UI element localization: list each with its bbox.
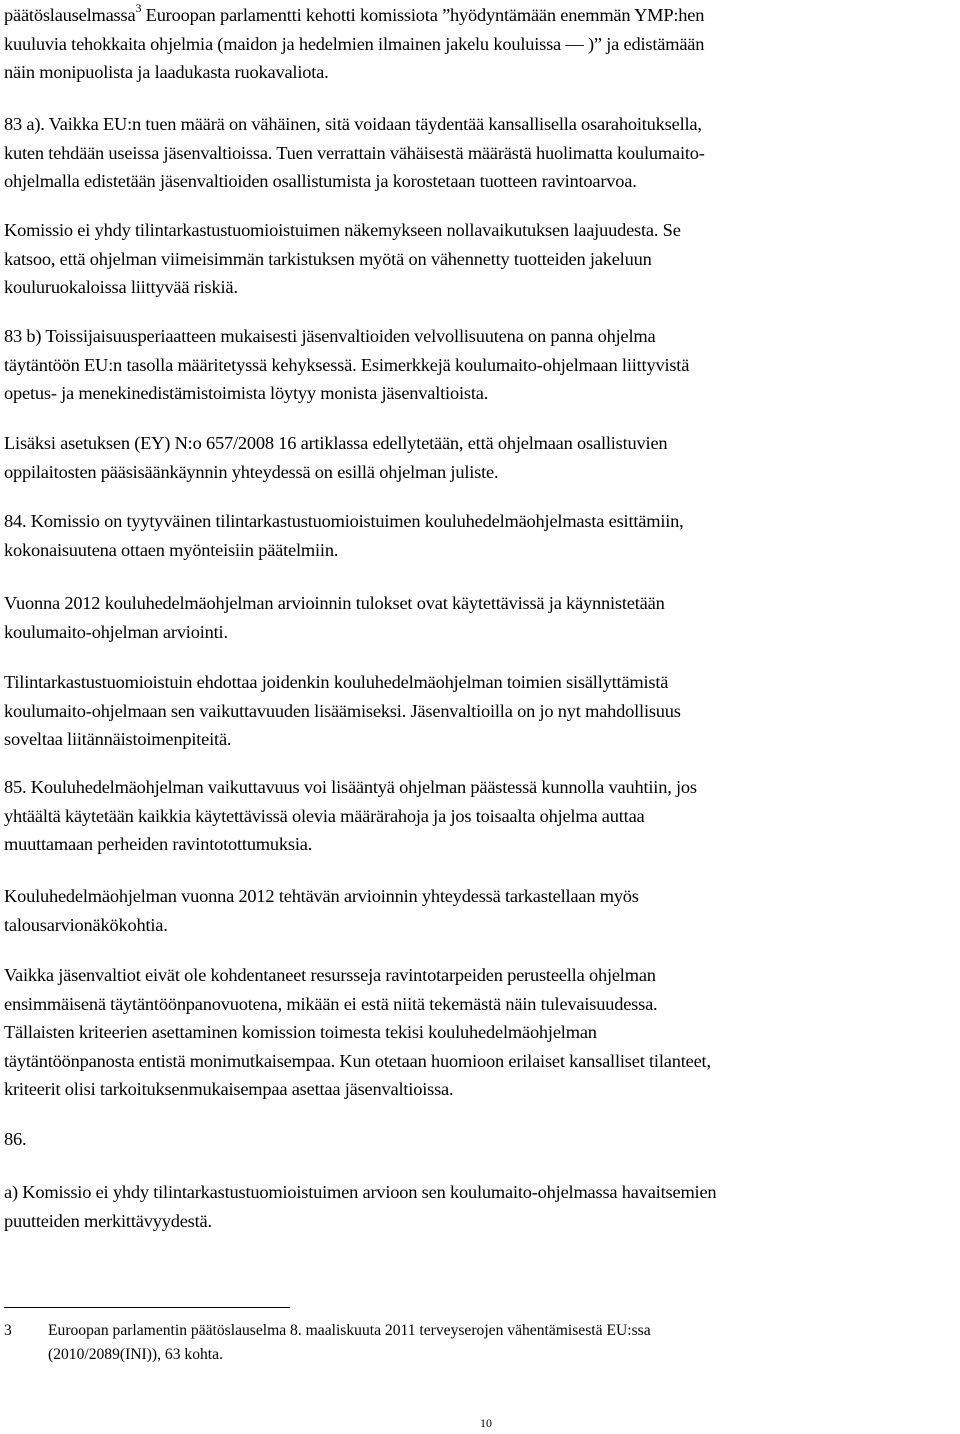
footnote-number: 3	[4, 1322, 12, 1339]
text-line: täytäntöön EU:n tasolla määritetyssä kehyksessä. Esimerkkejä koulumaito-ohjelmaan liittyvistä	[4, 354, 690, 375]
text-line: Lisäksi asetuksen (EY) N:o 657/2008 16 artiklassa edellytetään, että ohjelmaan osallistuvien	[4, 433, 668, 453]
text-line: Tällaisten kriteerien asettaminen komission toimesta tekisi kouluhedelmäohjelman	[4, 1022, 597, 1042]
text-line: kuten tehdään useissa jäsenvaltioissa. Tuen verrattain vähäisestä määrästä huolimatta koulumaito-	[4, 142, 705, 163]
text-line: (2010/2089(INI)), 63 kohta.	[48, 1346, 223, 1363]
text-line: katsoo, että ohjelman viimeisimmän tarkistuksen myötä on vähennetty tuotteiden jakeluun	[4, 248, 652, 269]
text-line: a) Komissio ei yhdy tilintarkastustuomioistuimen arvioon sen koulumaito-ohjelmassa havaitsemien	[4, 1182, 717, 1202]
text-line: näin monipuolista ja laadukasta ruokavaliota.	[4, 62, 329, 82]
text-line: 83 b) Toissijaisuusperiaatteen mukaisesti jäsenvaltioiden velvollisuutena on panna ohjelma	[4, 326, 656, 346]
text-line: yhtäältä käytetään kaikkia käytettävissä olevia määrärahoja ja jos toisaalta ohjelma auttaa	[4, 805, 645, 826]
paragraph-86a	[4, 1178, 716, 1235]
text-line: muuttamaan perheiden ravintotottumuksia.	[4, 834, 313, 854]
text-line: ensimmäisenä täytäntöönpanovuotena, mikään ei estä niitä tekemästä näin tulevaisuudessa.	[4, 993, 658, 1014]
paragraph-84	[4, 507, 684, 564]
text-line: 83 a). Vaikka EU:n tuen määrä on vähäinen, sitä voidaan täydentää kansallisella osarahoituksella,	[4, 114, 702, 134]
text-line: ohjelmalla edistetään jäsenvaltioiden osallistumista ja korostetaan tuotteen ravintoarvoa.	[4, 171, 637, 191]
text-line: koulumaito-ohjelman arviointi.	[4, 621, 228, 642]
text-line: kokonaisuutena ottaen myönteisiin päätelmiin.	[4, 539, 339, 560]
text-line: puutteiden merkittävyydestä.	[4, 1210, 212, 1231]
text-line: kuuluvia tehokkaita ohjelmia (maidon ja hedelmien ilmainen jakelu kouluissa — )” ja edistämään	[4, 33, 705, 54]
paragraph-commission-response	[4, 216, 681, 302]
text-line: Komissio ei yhdy tilintarkastustuomioistuimen näkemykseen nollavaikutuksen laajuudesta. Se	[4, 220, 681, 240]
footnote-text	[48, 1319, 651, 1367]
text-line: täytäntöönpanosta entistä monimutkaisempaa. Kun otetaan huomioon erilaiset kansalliset tilanteet,	[4, 1050, 711, 1071]
text-line: opetus- ja menekinedistämistoimista löytyy monista jäsenvaltioista.	[4, 383, 489, 403]
paragraph-83b	[4, 322, 689, 408]
text-line: koulumaito-ohjelmaan sen vaikuttavuuden lisäämiseksi. Jäsenvaltioilla on jo nyt mahdollisuus	[4, 700, 681, 721]
text-line: talousarvionäkökohtia.	[4, 914, 168, 935]
text-line: Vuonna 2012 kouluhedelmäohjelman arvioinnin tulokset ovat käytettävissä ja käynnistetään	[4, 593, 665, 613]
footnote-divider	[4, 1307, 290, 1308]
footnote-reference: 3	[135, 1, 142, 15]
paragraph-regulation	[4, 429, 667, 486]
paragraph-86-heading	[4, 1125, 26, 1154]
text-line: Vaikka jäsenvaltiot eivät ole kohdentaneet resursseja ravintotarpeiden perusteella ohjelman	[4, 965, 656, 985]
text-line: kriteerit olisi tarkoituksenmukaisempaa asettaa jäsenvaltioissa.	[4, 1079, 454, 1099]
text-line: soveltaa liitännäistoimenpiteitä.	[4, 729, 232, 749]
text-line: Kouluhedelmäohjelman vuonna 2012 tehtävän arvioinnin yhteydessä tarkastellaan myös	[4, 886, 639, 906]
paragraph-85	[4, 773, 697, 859]
section-number: 86.	[4, 1129, 27, 1149]
text-line: kouluruokaloissa liittyvää riskiä.	[4, 277, 238, 297]
page-number: 10	[480, 1416, 492, 1430]
text-line: päätöslauselmassa$^3$ Euroopan parlamentti kehotti komissiota ”hyödyntämään enemmän YMP:hen	[4, 1, 705, 25]
text-line: oppilaitosten pääsisäänkäynnin yhteydessä on esillä ohjelman juliste.	[4, 461, 499, 482]
paragraph-83a	[4, 110, 705, 196]
text-line: Tilintarkastustuomioistuin ehdottaa joidenkin kouluhedelmäohjelman toimien sisällyttämistä	[4, 672, 669, 692]
paragraph-court-suggestion	[4, 668, 681, 754]
text-line: Euroopan parlamentin päätöslauselma 8. maaliskuuta 2011 terveyserojen vähentämisestä EU:ssa	[48, 1322, 651, 1339]
text-line: 85. Kouluhedelmäohjelman vaikuttavuus voi lisääntyä ohjelman päästessä kunnolla vauhtiin, jos	[4, 777, 697, 797]
paragraph-intro	[4, 1, 704, 87]
paragraph-2012-evaluation	[4, 589, 665, 646]
paragraph-member-states	[4, 961, 711, 1104]
paragraph-budget	[4, 882, 639, 939]
text-line: 84. Komissio on tyytyväinen tilintarkastustuomioistuimen kouluhedelmäohjelmasta esittämiin,	[4, 511, 684, 531]
